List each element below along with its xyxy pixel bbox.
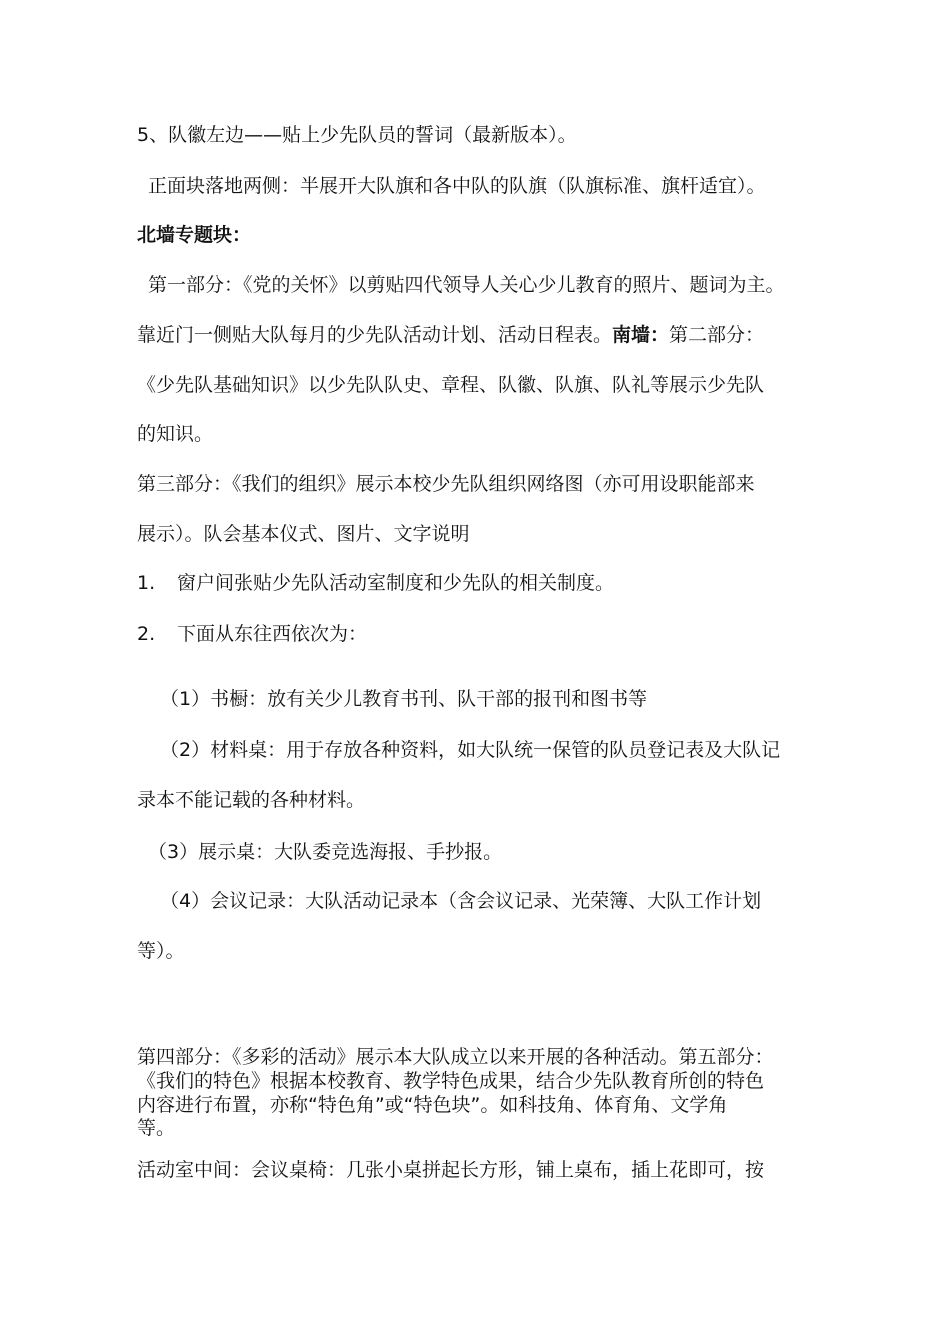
text-span: 靠近门一侧贴大队每月的少先队活动计划、活动日程表。: [137, 324, 613, 346]
list-text: 窗户间张贴少先队活动室制度和少先队的相关制度。: [177, 572, 615, 594]
paragraph-line: 的知识。: [137, 423, 214, 445]
paragraph-line: 第一部分：《党的关怀》以剪贴四代领导人关心少儿教育的照片、题词为主。: [148, 274, 785, 296]
paragraph-line: 活动室中间：会议桌椅：几张小桌拼起长方形，铺上桌布，插上花即可，按: [137, 1159, 765, 1181]
paragraph-line: 《少先队基础知识》以少先队队史、章程、队徽、队旗、队礼等展示少先队: [137, 374, 765, 396]
paragraph-line: 第四部分：《多彩的活动》展示本大队成立以来开展的各种活动。第五部分：: [137, 1046, 774, 1068]
paragraph-line: 录本不能记载的各种材料。: [137, 789, 366, 811]
list-item: （1）书橱：放有关少儿教育书刊、队干部的报刊和图书等: [160, 688, 648, 710]
paragraph-line: 5、队徽左边——贴上少先队员的誓词（最新版本）。: [137, 124, 577, 146]
paragraph-line: 第三部分：《我们的组织》展示本校少先队组织网络图（亦可用设职能部来: [137, 473, 755, 495]
list-item: [137, 625, 367, 644]
list-item: （3）展示桌：大队委竞选海报、手抄报。: [148, 841, 503, 863]
paragraph-line: 正面块落地两侧：半展开大队旗和各中队的队旗（队旗标准、旗杆适宜）。: [148, 175, 766, 197]
paragraph-line: 内容进行布置，亦称“特色角”或“特色块”。如科技角、体育角、文学角: [137, 1094, 728, 1116]
text-span: 第二部分：: [669, 324, 765, 346]
paragraph-line: 等）。: [137, 940, 185, 962]
list-number: 2.: [137, 623, 156, 645]
section-heading: 北墙专题块：: [137, 224, 252, 246]
paragraph-line: 等。: [137, 1117, 176, 1139]
bold-label: 南墙：: [612, 324, 670, 346]
list-item: （2）材料桌：用于存放各种资料，如大队统一保管的队员登记表及大队记: [160, 739, 781, 761]
list-number: 1.: [137, 572, 156, 594]
list-text: 下面从东往西依次为：: [177, 623, 368, 645]
list-item: [137, 574, 614, 593]
paragraph-line: [137, 326, 764, 345]
paragraph-line: 《我们的特色》根据本校教育、教学特色成果，结合少先队教育所创的特色: [137, 1070, 765, 1092]
list-item: （4）会议记录：大队活动记录本（含会议记录、光荣簿、大队工作计划: [160, 890, 762, 912]
paragraph-line: 展示）。队会基本仪式、图片、文字说明: [137, 523, 470, 545]
